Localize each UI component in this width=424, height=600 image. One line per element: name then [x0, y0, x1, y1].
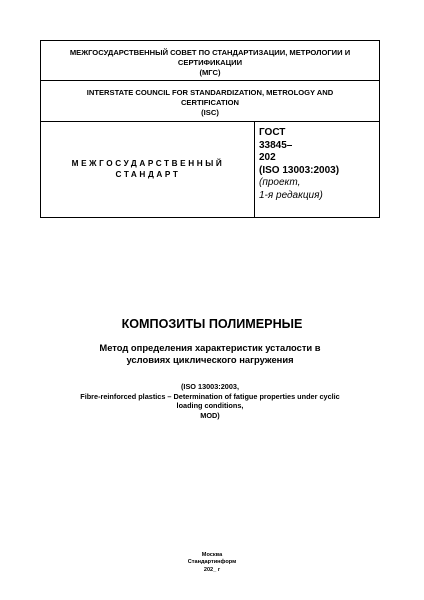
council-name-ru [41, 48, 379, 78]
iso-reference-line: MOD) [200, 410, 220, 420]
iso-reference-line: loading conditions, [176, 401, 244, 410]
iso-reference-line: (ISO 13003:2003, [180, 382, 239, 391]
divider [41, 80, 379, 81]
document-title: КОМПОЗИТЫ ПОЛИМЕРНЫЕ [121, 317, 303, 331]
divider [41, 121, 379, 122]
subtitle-line: условиях циклического нагружения [126, 354, 294, 365]
gost-number: 33845– [259, 139, 293, 151]
imprint [0, 552, 424, 574]
standard-label [49, 158, 247, 180]
imprint-city: Москва [201, 552, 223, 558]
divider-vertical [254, 121, 255, 217]
imprint-year: 202_ г [203, 566, 221, 573]
gost-iso-ref: (ISO 13003:2003) [259, 164, 340, 176]
gost-year: 202 [259, 152, 276, 163]
draft-status: (проект, [259, 177, 301, 188]
council-ru-abbr: (МГС) [199, 68, 221, 77]
iso-reference [40, 382, 380, 420]
council-en-line: INTERSTATE COUNCIL FOR STANDARDIZATION, METROLOGY AND [86, 88, 334, 97]
council-ru-line: МЕЖГОСУДАРСТВЕННЫЙ СОВЕТ ПО СТАНДАРТИЗАЦИИ, МЕТРОЛОГИИ И [69, 48, 351, 57]
standard-label-line: СТАНДАРТ [115, 170, 181, 179]
council-name-en [41, 88, 379, 118]
gost-prefix: ГОСТ [259, 127, 286, 138]
document-subtitle [40, 342, 380, 366]
draft-edition: 1-я редакция) [259, 189, 323, 201]
gost-designation [259, 127, 377, 202]
iso-reference-line: Fibre-reinforced plastics – Determination of fatigue properties under cyclic [80, 391, 340, 401]
header-box [40, 40, 380, 218]
council-en-abbr: (ISC) [201, 108, 219, 117]
subtitle-line: Метод определения характеристик усталости в [99, 342, 321, 353]
imprint-publisher: Стандартинформ [187, 559, 237, 566]
council-en-line: CERTIFICATION [180, 98, 240, 107]
council-ru-line: СЕРТИФИКАЦИИ [177, 58, 243, 67]
standard-label-line: МЕЖГОСУДАРСТВЕННЫЙ [71, 159, 225, 168]
